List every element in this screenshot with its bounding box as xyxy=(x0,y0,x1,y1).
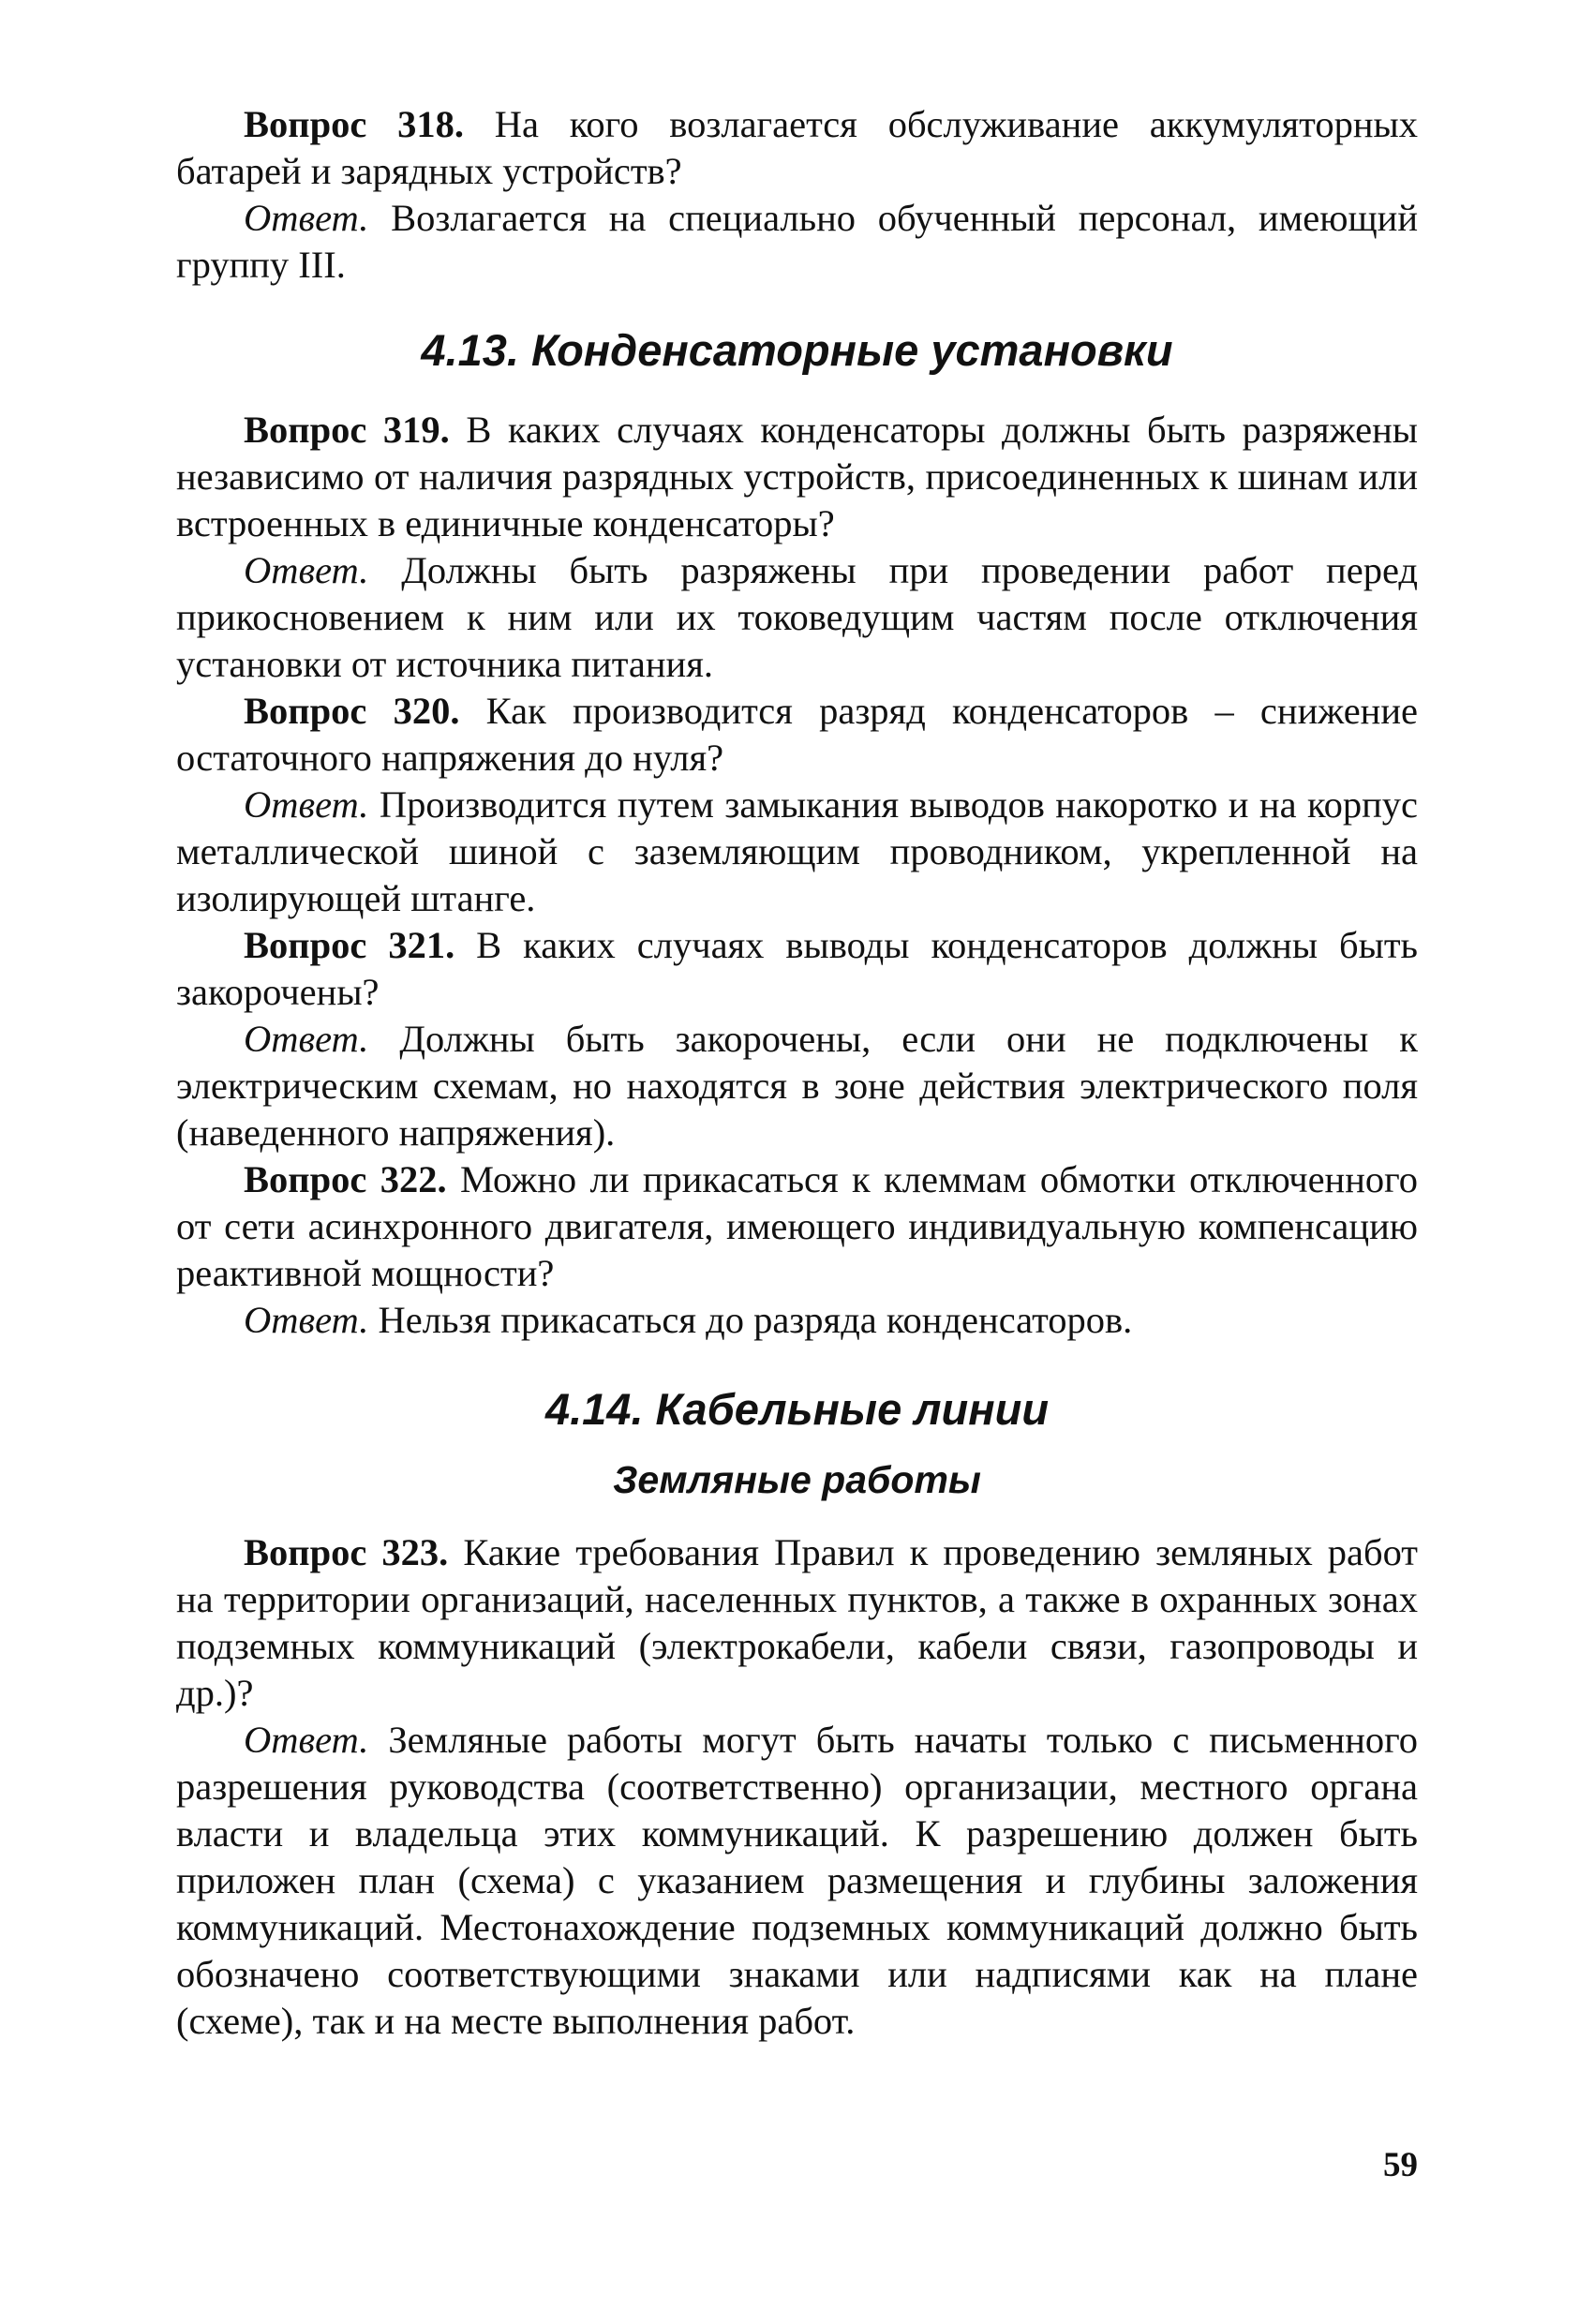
answer-321 xyxy=(176,1016,1418,1156)
answer-text: Земляные работы могут быть начаты только с письменного разрешения руководства (соответственно) организации, местного органа власти и владельца этих коммуникаций. К разрешению должен быть приложен план (схема) с указанием размещения и глубины заложения коммуникаций. Местонахождение подземных коммуникаций должно быть обозначено соответствующими знаками или надписями как на плане (схеме), так и на месте выполнения работ. xyxy=(176,1719,1418,2042)
question-text: В каких случаях выводы конденсаторов должны быть закорочены? xyxy=(176,924,1418,1013)
question-text: Как производится разряд конденсаторов – снижение остаточного напряжения до нуля? xyxy=(176,690,1419,779)
answer-322 xyxy=(176,1297,1418,1344)
question-label: Вопрос 322. xyxy=(244,1158,447,1200)
answer-label: Ответ. xyxy=(244,197,369,239)
answer-320 xyxy=(176,782,1418,922)
question-text: Можно ли прикасаться к клеммам обмотки отключенного от сети асинхронного двигателя, имеющего индивидуальную компенсацию реактивной мощности? xyxy=(176,1158,1418,1294)
answer-text: Должны быть закорочены, если они не подключены к электрическим схемам, но находятся в зоне действия электрического поля (наведенного напряжения). xyxy=(176,1018,1418,1154)
answer-318 xyxy=(176,195,1418,289)
question-321 xyxy=(176,922,1418,1016)
answer-text: Производится путем замыкания выводов накоротко и на корпус металлической шиной с заземляющим проводником, укрепленной на изолирующей штанге. xyxy=(176,783,1418,919)
question-text: Какие требования Правил к проведению земляных работ на территории организаций, населенных пунктов, а также в охранных зонах подземных коммуникаций (электрокабели, кабели связи, газопроводы и др.)? xyxy=(176,1531,1418,1714)
section-heading-4-13: 4.13. Конденсаторные установки xyxy=(421,325,1173,375)
page-content xyxy=(176,101,1418,2045)
question-label: Вопрос 320. xyxy=(244,690,460,732)
answer-text: Нельзя прикасаться до разряда конденсаторов. xyxy=(368,1299,1133,1341)
question-322 xyxy=(176,1156,1418,1297)
question-label: Вопрос 321. xyxy=(244,924,455,966)
question-323 xyxy=(176,1529,1418,1717)
answer-text: Возлагается на специально обученный персонал, имеющий группу III. xyxy=(176,197,1418,286)
question-319 xyxy=(176,407,1418,547)
question-label: Вопрос 323. xyxy=(244,1531,449,1573)
answer-text: Должны быть разряжены при проведении работ перед прикосновением к ним или их токоведущим частям после отключения установки от источника питания. xyxy=(176,549,1418,685)
question-text: В каких случаях конденсаторы должны быть разряжены независимо от наличия разрядных устройств, присоединенных к шинам или встроенных в единичные конденсаторы? xyxy=(176,409,1418,544)
question-label: Вопрос 318. xyxy=(244,103,464,145)
question-318 xyxy=(176,101,1418,195)
answer-label: Ответ. xyxy=(244,1299,369,1341)
subsection-heading-earthworks: Земляные работы xyxy=(613,1458,981,1501)
answer-319 xyxy=(176,547,1418,688)
answer-label: Ответ. xyxy=(244,549,369,591)
section-heading-4-14: 4.14. Кабельные линии xyxy=(544,1384,1050,1434)
page-number: 59 xyxy=(1383,2146,1418,2184)
answer-label: Ответ. xyxy=(244,1018,369,1060)
question-text: На кого возлагается обслуживание аккумуляторных батарей и зарядных устройств? xyxy=(176,103,1418,192)
answer-323 xyxy=(176,1717,1418,2045)
answer-label: Ответ. xyxy=(244,1719,369,1761)
question-label: Вопрос 319. xyxy=(244,409,450,451)
answer-label: Ответ. xyxy=(244,783,369,826)
question-320 xyxy=(176,688,1418,782)
